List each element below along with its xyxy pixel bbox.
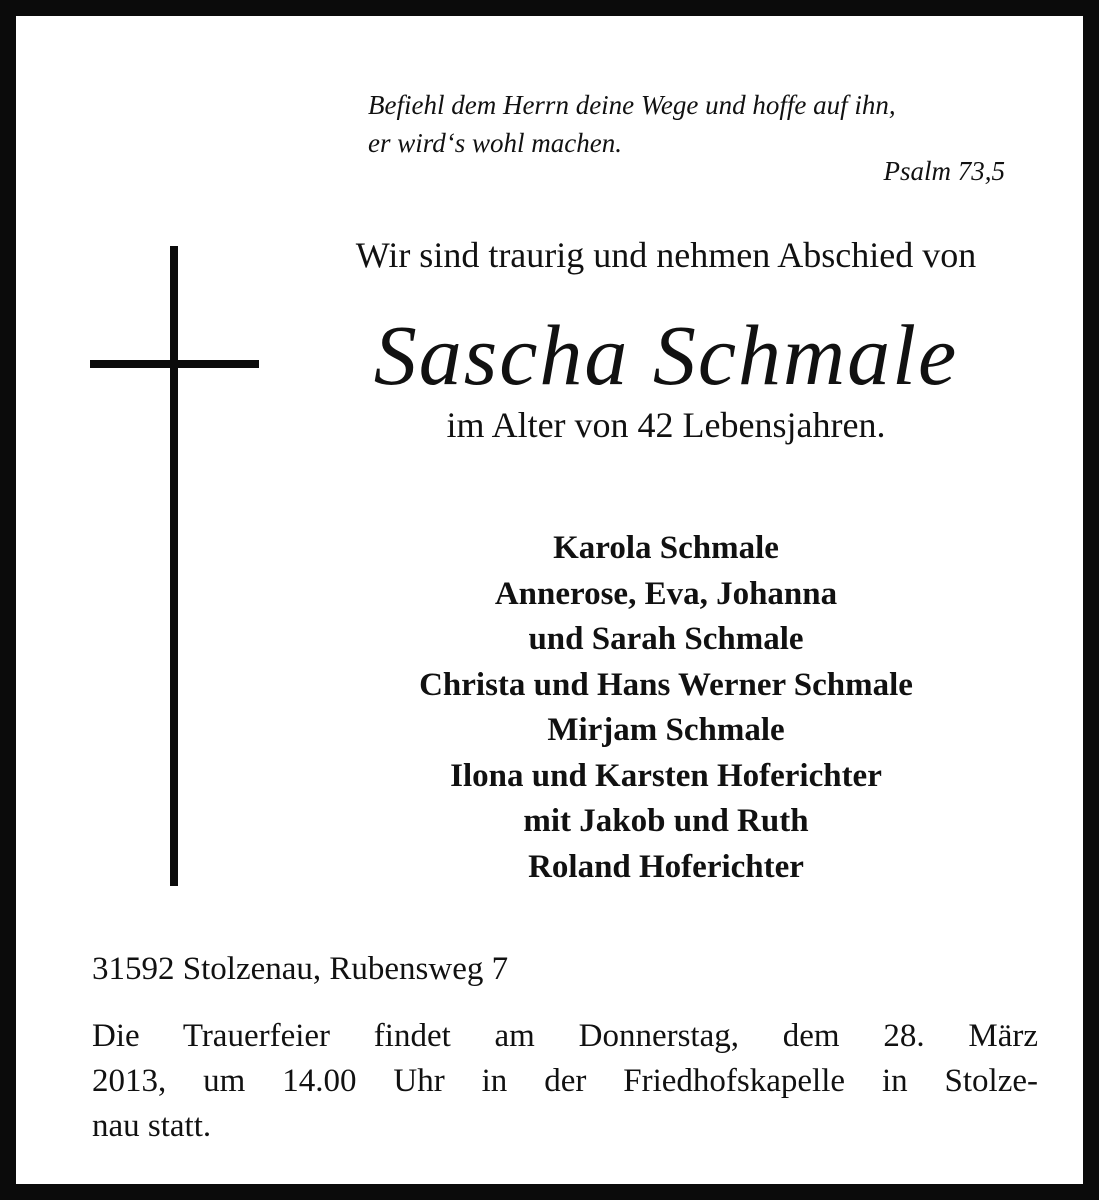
mourners-list [266,526,1066,890]
mourner-line: Ilona und Karsten Hoferichter [450,757,882,794]
mourner-line: und Sarah Schmale [528,621,804,657]
verse-citation: Psalm 73,5 [883,156,1005,186]
verse-line: er wird‘s wohl machen. [368,128,622,158]
ceremony-line: nau statt. [92,1108,212,1144]
intro-text: Wir sind traurig und nehmen Abschied von [355,235,977,275]
bible-verse [368,86,1048,162]
verse-line: Befiehl dem Herrn deine Wege und hoffe auf ihn, [368,90,896,120]
mourner-line: mit Jakob und Ruth [523,803,809,839]
mourner-line: Karola Schmale [553,530,779,566]
ceremony-line: Die Trauerfeier findet am Donnerstag, dem 28. März [92,1018,1038,1054]
cross-vertical-bar [170,246,178,886]
mourner-line: Roland Hoferichter [528,848,804,885]
cross-horizontal-bar [90,360,259,368]
ceremony-line: 2013, um 14.00 Uhr in der Friedhofskapelle in Stolze- [92,1063,1038,1099]
mourner-line: Mirjam Schmale [547,712,785,748]
ceremony-notice [92,1014,1038,1149]
mourner-line: Annerose, Eva, Johanna [494,575,838,612]
mourner-line: Christa und Hans Werner Schmale [419,666,913,703]
address-text: 31592 Stolzenau, Rubensweg 7 [92,951,509,987]
deceased-name: Sascha Schmale [373,307,959,403]
age-text: im Alter von 42 Lebensjahren. [446,405,886,445]
